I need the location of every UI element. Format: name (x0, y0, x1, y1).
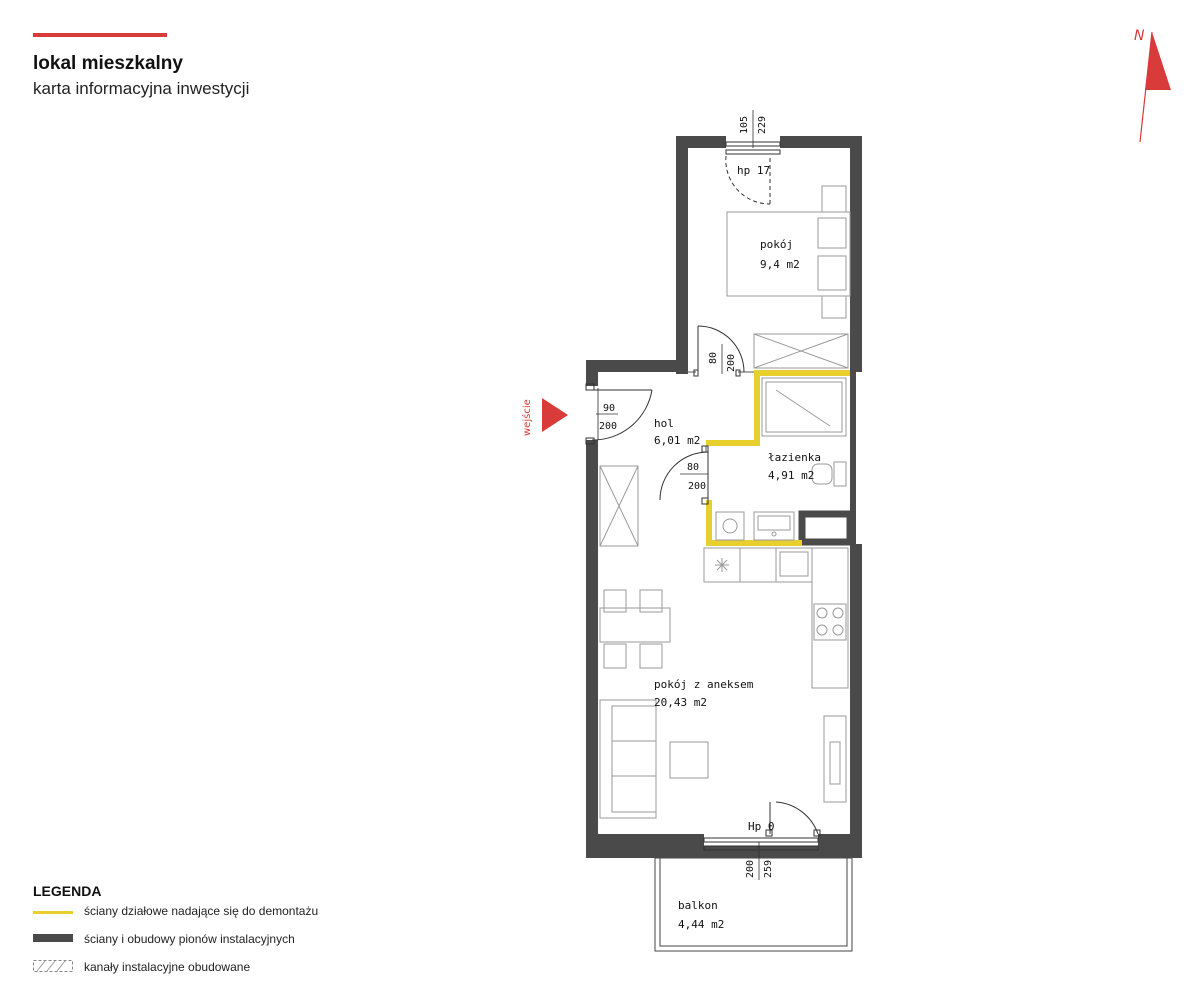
legend-swatch-dark (33, 934, 73, 942)
bed-furniture (727, 186, 850, 318)
washbasin (754, 512, 794, 540)
toilet (812, 462, 846, 486)
room-name: łazienka (768, 451, 821, 464)
room-name: pokój z aneksem (654, 678, 754, 691)
entrance-marker (521, 398, 568, 436)
room-area: 20,43 m2 (654, 696, 707, 709)
coffee-table (670, 742, 708, 778)
room-label-pokoj-z-aneksem (654, 678, 754, 709)
bedroom-door-dims (708, 344, 737, 374)
tv-cabinet (824, 716, 846, 802)
cooktop (814, 604, 846, 640)
north-label: N (1134, 28, 1145, 44)
dim-balcony-a: 200 (745, 859, 756, 878)
legend-swatch-hatch (33, 960, 73, 972)
fan-icon (715, 558, 729, 572)
room-area: 9,4 m2 (760, 258, 800, 271)
legend-label: kanały instalacyjne obudowane (84, 960, 251, 974)
legend-label: ściany i obudowy pionów instalacyjnych (84, 932, 295, 946)
dim-top-window-b: 229 (757, 115, 768, 134)
bathtub (762, 378, 846, 436)
entrance-label: wejście (522, 399, 533, 436)
legend-title: LEGENDA (33, 883, 102, 899)
dim-balcony-b: 259 (763, 859, 774, 878)
dim-bath-door-w: 80 (687, 462, 700, 473)
room-label-balkon (678, 899, 724, 931)
bathroom-door (660, 446, 708, 504)
room-label-pokoj (760, 238, 800, 271)
top-window-dims (737, 110, 770, 177)
north-arrow-icon (1134, 28, 1171, 142)
entry-door (586, 384, 652, 444)
dim-entry-door-w: 90 (603, 403, 616, 414)
bedroom-wardrobe (754, 334, 848, 368)
bathroom-door-dims (680, 462, 708, 492)
dim-top-window-sill: hp 17 (737, 164, 771, 177)
dim-balcony-sill: Hp 0 (748, 820, 775, 833)
sofa (600, 700, 656, 818)
room-area: 4,44 m2 (678, 918, 725, 931)
room-name: hol (654, 417, 674, 430)
washing-machine (716, 512, 744, 540)
hall-wardrobe (600, 466, 638, 546)
load-bearing-walls (586, 136, 862, 858)
room-area: 4,91 m2 (768, 469, 815, 482)
room-area: 6,01 m2 (654, 434, 701, 447)
dim-entry-door-h: 200 (599, 421, 618, 432)
room-name: pokój (760, 238, 794, 251)
entrance-arrow-icon (542, 398, 568, 432)
page-subtitle: karta informacyjna inwestycji (33, 79, 250, 98)
room-name: balkon (678, 899, 718, 912)
room-label-hol (654, 417, 700, 447)
dim-top-window-a: 105 (739, 115, 750, 134)
dim-bedroom-door-h: 200 (726, 353, 737, 372)
dim-bedroom-door-w: 80 (708, 351, 719, 364)
dining-table (600, 590, 670, 668)
dim-bath-door-h: 200 (688, 481, 707, 492)
legend-label: ściany działowe nadające się do demontażu (84, 904, 319, 918)
legend-swatch-yellow (33, 911, 73, 914)
page-title: lokal mieszkalny (33, 53, 183, 74)
entry-door-dims (596, 403, 618, 432)
